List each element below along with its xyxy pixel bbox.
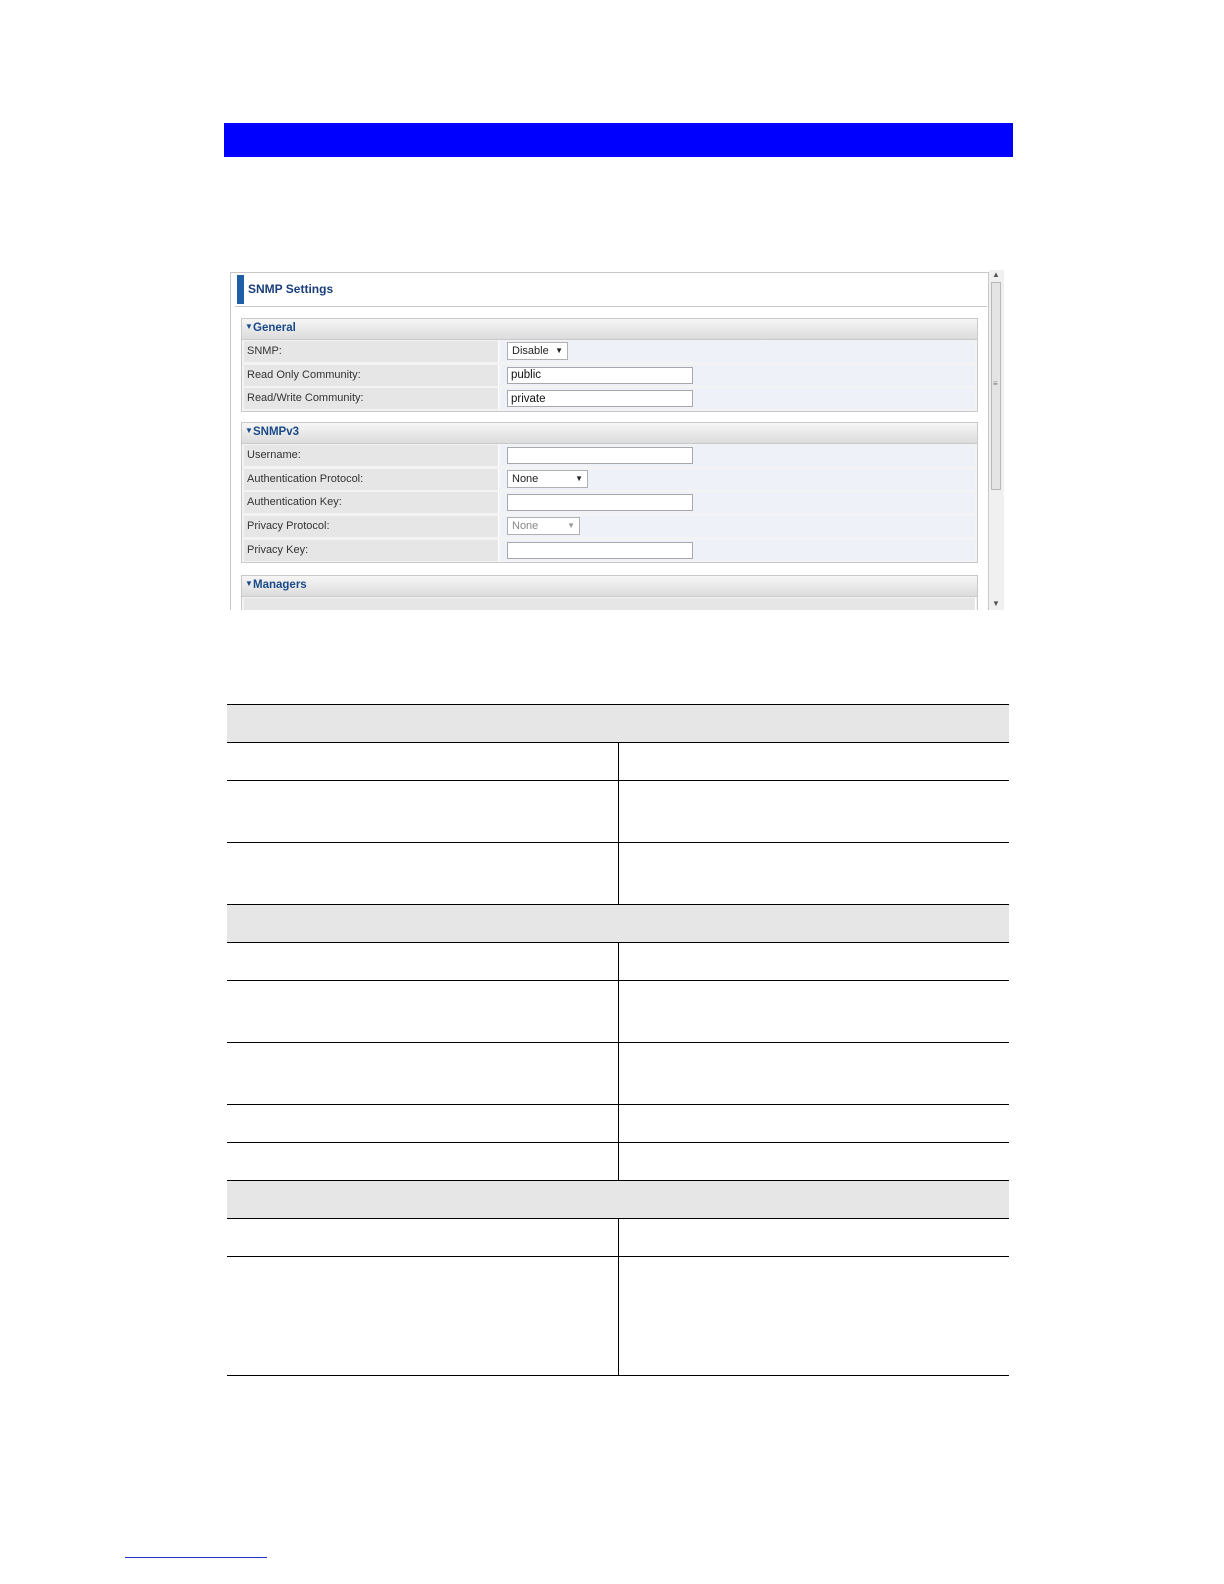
field-description-cell <box>618 743 1009 781</box>
field-description-cell <box>618 943 1009 981</box>
privacy-protocol-select[interactable] <box>507 517 580 535</box>
read-write-community-input[interactable] <box>507 390 693 407</box>
field-name-cell <box>227 1105 618 1143</box>
table-row <box>227 1143 1009 1181</box>
field-name-cell <box>227 843 618 905</box>
field-name-cell <box>227 981 618 1043</box>
group-header-cell <box>227 1181 1009 1219</box>
scrollbar-thumb[interactable] <box>991 282 1001 490</box>
form-row-read-write-community <box>242 387 977 411</box>
read-write-community-label: Read/Write Community: <box>247 392 364 405</box>
field-name-cell <box>227 1219 618 1257</box>
title-marker <box>237 275 244 304</box>
table-group-header <box>227 1181 1009 1219</box>
field-name-cell <box>227 781 618 843</box>
dropdown-caret-icon: ▼ <box>567 521 575 531</box>
field-description-cell <box>618 1143 1009 1181</box>
section-managers-label: Managers <box>253 579 307 591</box>
footer-link-underline <box>125 1557 267 1558</box>
expand-arrow-icon: ▼ <box>245 322 253 331</box>
field-name-cell <box>227 1257 618 1376</box>
panel-title: SNMP Settings <box>248 282 334 296</box>
section-header-bar <box>224 123 1013 157</box>
vertical-scrollbar[interactable] <box>989 270 1004 610</box>
field-name-cell <box>227 743 618 781</box>
snmp-label: SNMP: <box>247 345 282 357</box>
section-general-header[interactable] <box>242 319 977 340</box>
authentication-key-input[interactable] <box>507 494 693 511</box>
group-header-cell <box>227 705 1009 743</box>
privacy-key-label: Privacy Key: <box>247 543 309 556</box>
dropdown-caret-icon: ▼ <box>555 346 563 355</box>
username-input[interactable] <box>507 447 693 464</box>
form-row-read-only-community <box>242 364 977 388</box>
privacy-key-input[interactable] <box>507 542 693 559</box>
table-row <box>227 743 1009 781</box>
snmp-select[interactable] <box>507 342 568 360</box>
field-description-cell <box>618 843 1009 905</box>
section-general <box>241 318 978 412</box>
scroll-up-arrow-icon[interactable]: ▲ <box>992 270 1000 279</box>
group-header-cell <box>227 905 1009 943</box>
dropdown-caret-icon: ▼ <box>575 473 583 483</box>
authentication-protocol-value: None <box>512 472 539 485</box>
read-only-community-input[interactable] <box>507 367 693 384</box>
scroll-down-arrow-icon[interactable]: ▼ <box>992 599 1000 608</box>
privacy-protocol-label: Privacy Protocol: <box>247 520 330 533</box>
description-table <box>227 704 1009 1376</box>
section-general-label: General <box>253 322 296 334</box>
field-description-cell <box>618 1043 1009 1105</box>
form-row-authentication-key <box>242 491 977 515</box>
field-description-cell <box>618 781 1009 843</box>
table-row <box>227 843 1009 905</box>
section-snmpv3-label: SNMPv3 <box>253 426 300 438</box>
table-row <box>227 981 1009 1043</box>
snmp-settings-screenshot <box>230 270 1007 610</box>
table-group-header <box>227 905 1009 943</box>
expand-arrow-icon: ▼ <box>245 426 253 435</box>
field-name-cell <box>227 1143 618 1181</box>
table-row <box>227 1257 1009 1376</box>
read-only-community-label: Read Only Community: <box>247 368 361 381</box>
section-managers <box>241 575 978 610</box>
form-row-snmp <box>242 340 977 364</box>
expand-arrow-icon: ▼ <box>245 579 253 588</box>
section-snmpv3 <box>241 422 978 563</box>
section-snmpv3-header[interactable] <box>242 423 977 444</box>
grip-icon: ≡ <box>993 379 998 388</box>
form-row-username <box>242 444 977 468</box>
form-row-managers-cut <box>242 597 977 610</box>
field-name-cell <box>227 1043 618 1105</box>
table-row <box>227 781 1009 843</box>
field-description-cell <box>618 1257 1009 1376</box>
table-group-header <box>227 705 1009 743</box>
snmp-select-value: Disable <box>512 345 549 357</box>
table-row <box>227 1043 1009 1105</box>
authentication-protocol-select[interactable] <box>507 470 588 488</box>
field-name-cell <box>227 943 618 981</box>
authentication-key-label: Authentication Key: <box>247 496 342 509</box>
panel-title-bar <box>235 272 987 307</box>
form-row-privacy-protocol <box>242 515 977 539</box>
username-label: Username: <box>247 449 301 461</box>
field-description-cell <box>618 1219 1009 1257</box>
table-row <box>227 1105 1009 1143</box>
privacy-protocol-value: None <box>512 520 539 533</box>
form-row-privacy-key <box>242 539 977 563</box>
section-managers-header[interactable] <box>242 576 977 597</box>
field-description-cell <box>618 981 1009 1043</box>
table-row <box>227 943 1009 981</box>
table-row <box>227 1219 1009 1257</box>
field-description-cell <box>618 1105 1009 1143</box>
authentication-protocol-label: Authentication Protocol: <box>247 472 364 485</box>
form-row-authentication-protocol <box>242 468 977 492</box>
